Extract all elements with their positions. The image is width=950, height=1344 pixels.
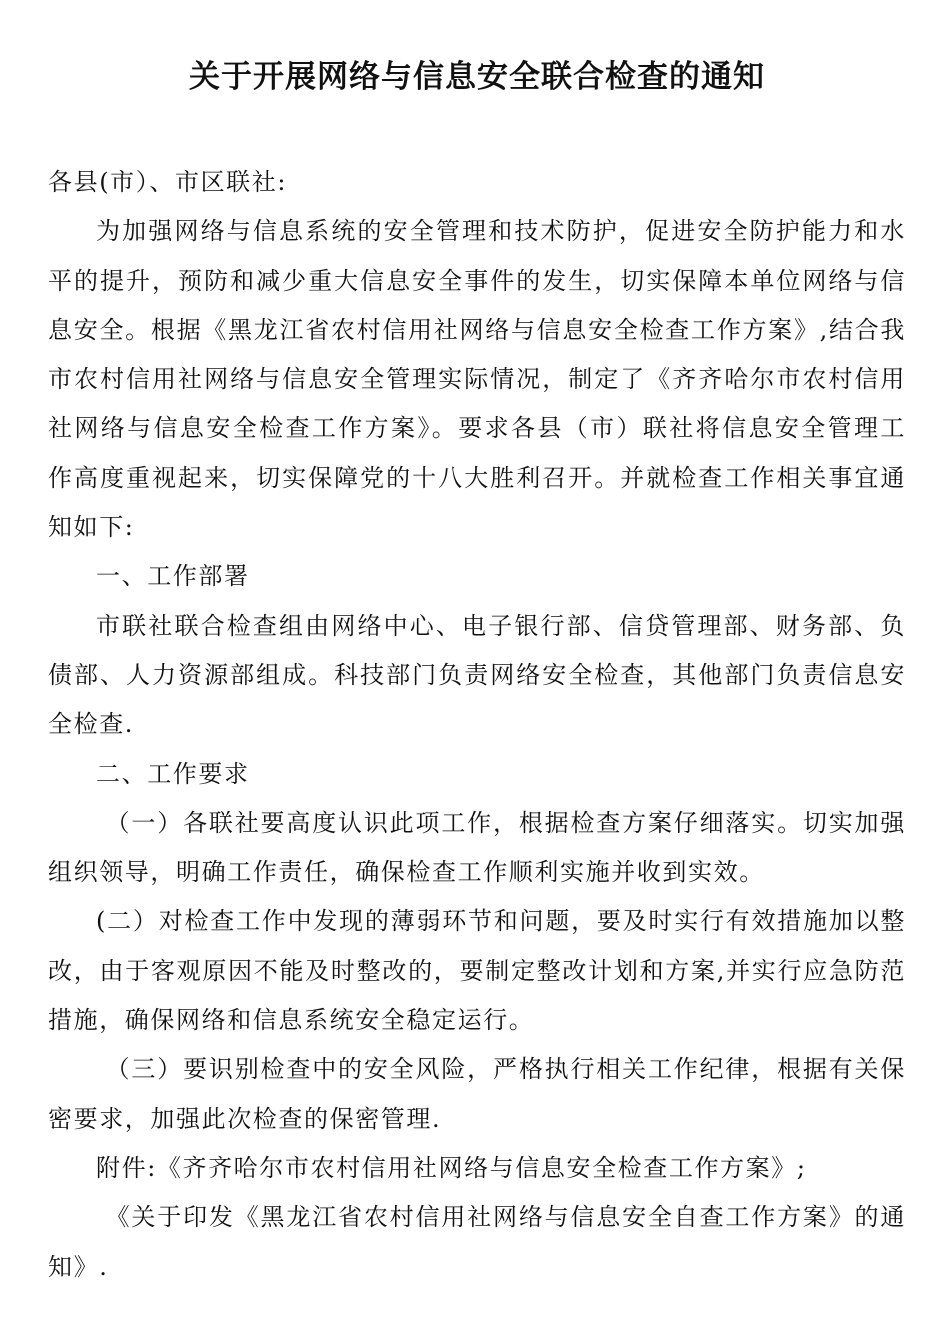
- document-title: 关于开展网络与信息安全联合检查的通知: [189, 59, 765, 95]
- section-heading-deployment: 一、工作部署: [96, 562, 250, 591]
- salutation: 各县(市）、市区联社:: [48, 168, 288, 196]
- deployment-paragraph: 市联社联合检查组由网络中心、电子银行部、信贷管理部、财务部、负债部、人力资源部组成。科技部门负责网络安全检查，其他部门负责信息安全检查.: [48, 611, 906, 739]
- attachment-line-1: 附件:《齐齐哈尔市农村信用社网络与信息安全检查工作方案》;: [96, 1153, 807, 1182]
- requirement-item-1: （一）各联社要高度认识此项工作，根据检查方案仔细落实。切实加强组织领导，明确工作责任，确保检查工作顺利实施并收到实效。: [48, 808, 906, 887]
- document-body: [48, 158, 906, 1292]
- attachment-line-2: 《关于印发《黑龙江省农村信用社网络与信息安全自查工作方案》的通知》.: [48, 1203, 906, 1281]
- section-heading-requirements: 二、工作要求: [96, 759, 250, 788]
- requirement-item-3: （三）要识别检查中的安全风险，严格执行相关工作纪律，根据有关保密要求，加强此次检查的保密管理.: [48, 1055, 906, 1133]
- requirement-item-2: (二）对检查工作中发现的薄弱环节和问题，要及时实行有效措施加以整改，由于客观原因不能及时整改的，要制定整改计划和方案,并实行应急防范措施，确保网络和信息系统安全稳定运行。: [48, 907, 906, 1035]
- intro-paragraph: 为加强网络与信息系统的安全管理和技术防护，促进安全防护能力和水平的提升，预防和减少重大信息安全事件的发生，切实保障本单位网络与信息安全。根据《黑龙江省农村信用社网络与信息安全检查工作方案》,结合我市农村信用社网络与信息安全管理实际情况，制定了《齐齐哈尔市农村信用社网络与信息安全检查工作方案》。要求各县（市）联社将信息安全管理工作高度重视起来，切实保障党的十八大胜利召开。并就检查工作相关事宜通知如下:: [48, 217, 906, 542]
